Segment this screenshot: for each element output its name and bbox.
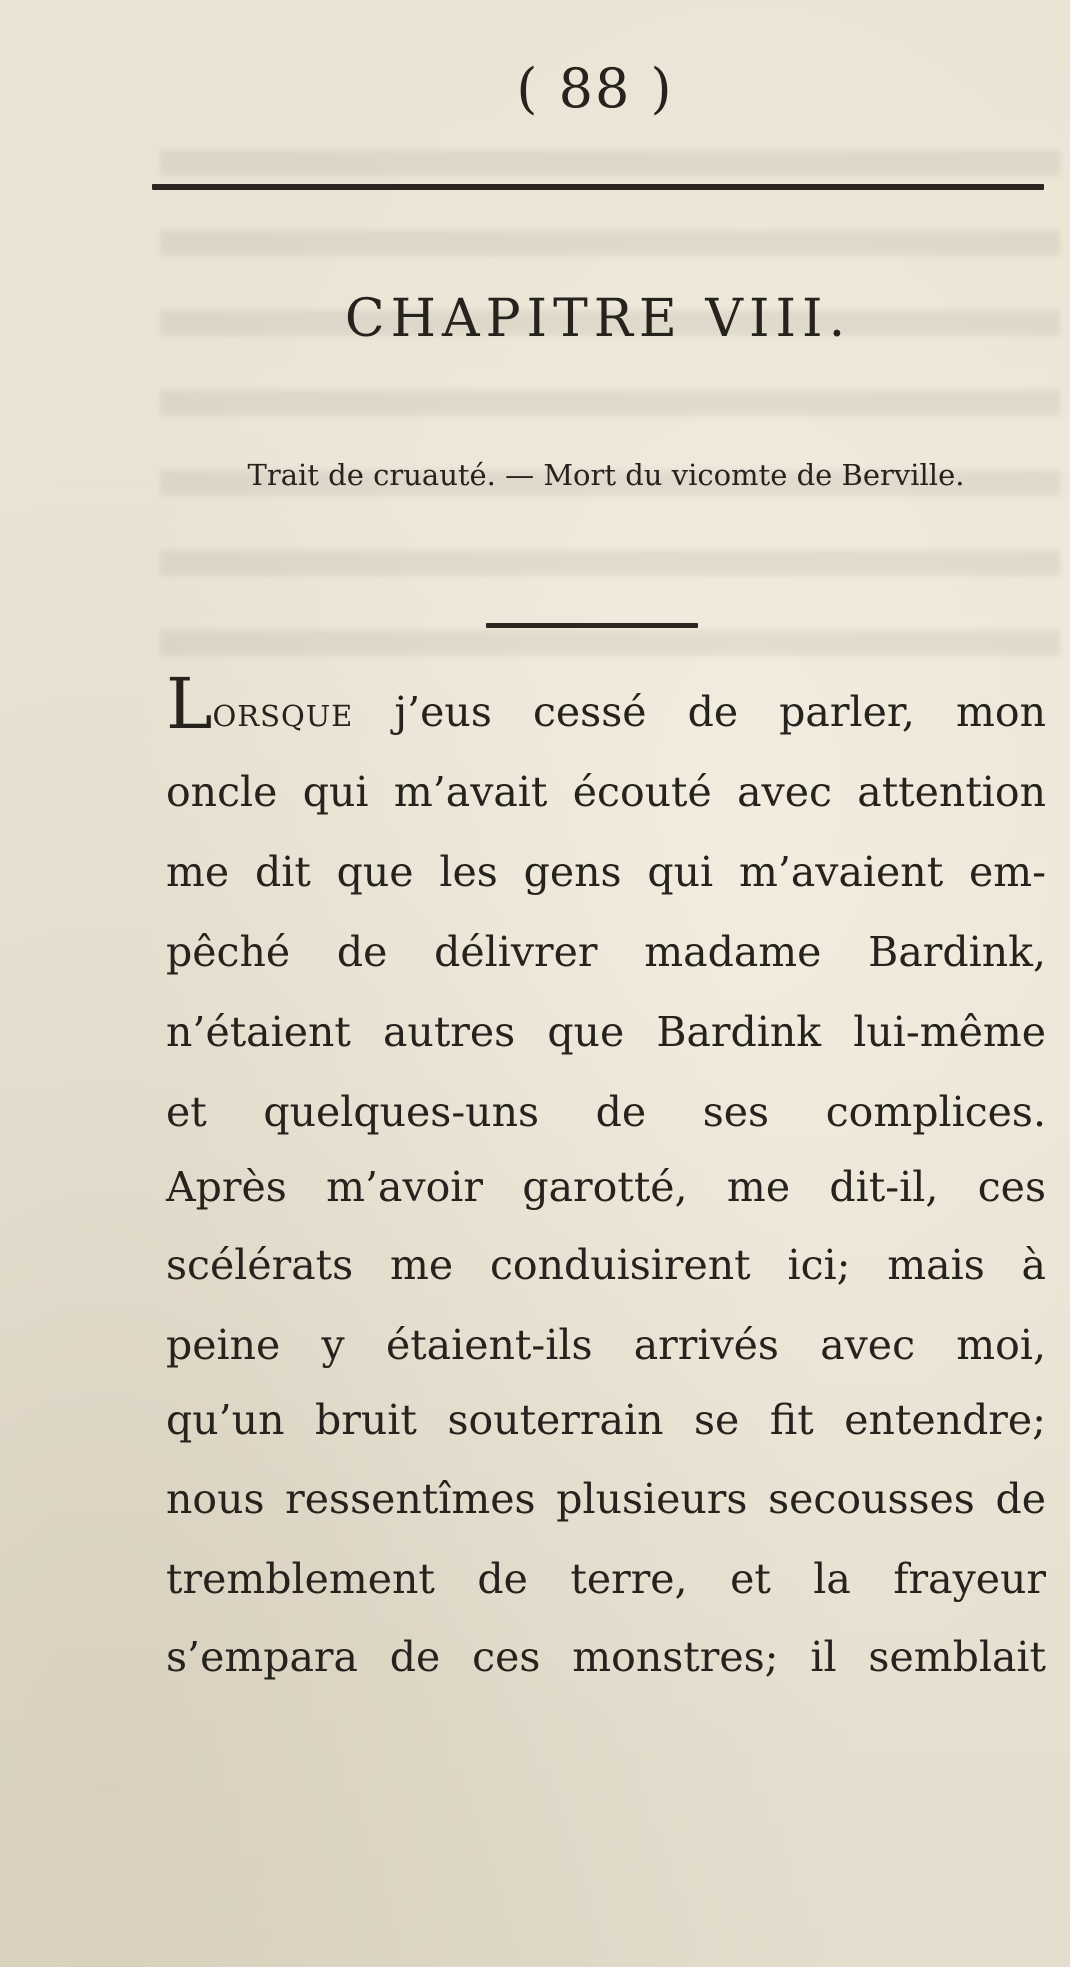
opening-word: orsque xyxy=(212,688,354,736)
body-line: n’étaient autres que Bardink lui-même xyxy=(166,1008,1046,1056)
body-line: pêché de délivrer madame Bardink, xyxy=(166,928,1046,976)
page-number: ( 88 ) xyxy=(516,57,674,120)
body-line: tremblement de terre, et la frayeur xyxy=(166,1555,1046,1603)
body-line: peine y étaient-ils arrivés avec moi, xyxy=(166,1321,1046,1369)
body-line: Après m’avoir garotté, me dit-il, ces xyxy=(166,1163,1046,1211)
body-line: qu’un bruit souterrain se fit entendre; xyxy=(166,1396,1046,1444)
body-line: et quelques-uns de ses complices. xyxy=(166,1088,1046,1136)
body-line: oncle qui m’avait écouté avec attention xyxy=(166,768,1046,816)
first-line-text: j’eus cessé de parler, mon xyxy=(353,688,1046,736)
body-line: nous ressentîmes plusieurs secousses de xyxy=(166,1475,1046,1523)
body-line: me dit que les gens qui m’avaient em- xyxy=(166,848,1046,896)
header-rule xyxy=(152,184,1044,190)
body-line: s’empara de ces monstres; il semblait xyxy=(166,1633,1046,1681)
section-divider-rule xyxy=(486,623,698,628)
chapter-title: CHAPITRE VIII. xyxy=(344,289,852,349)
body-line: scélérats me conduisirent ici; mais à xyxy=(166,1241,1046,1289)
chapter-summary: Trait de cruauté. — Mort du vicomte de Berville. xyxy=(247,458,965,492)
initial-letter: L xyxy=(166,663,213,745)
